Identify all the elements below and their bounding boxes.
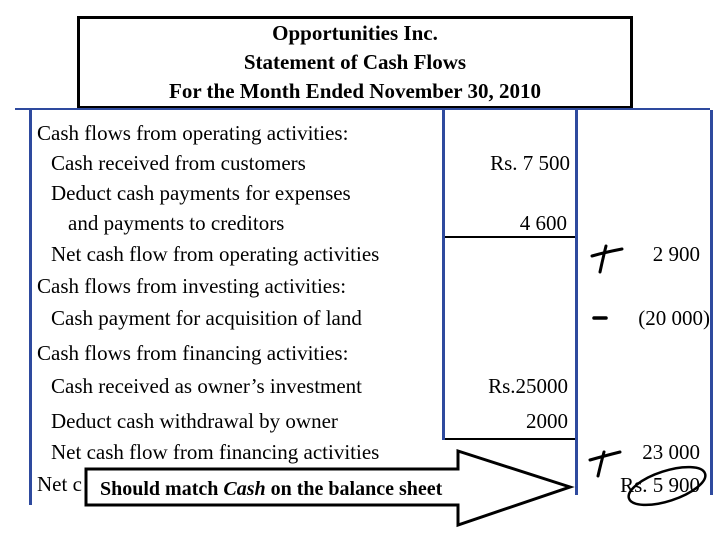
customers-amount: Rs. 7 500 xyxy=(490,151,570,175)
left-rule xyxy=(29,110,32,505)
column-rule-1 xyxy=(442,110,445,440)
investing-heading: Cash flows from investing activities: xyxy=(37,274,347,298)
financing-subtotal-rule xyxy=(445,438,575,440)
top-rule xyxy=(15,108,710,110)
net-financing-amount: 23 000 xyxy=(642,440,700,464)
column-rule-3 xyxy=(710,110,713,495)
land-amount: (20 000) xyxy=(638,306,710,330)
callout-text xyxy=(100,477,442,501)
ending-amount: Rs. 5 900 xyxy=(620,473,700,497)
company-name: Opportunities Inc. xyxy=(272,21,438,45)
callout-emphasis: Cash xyxy=(223,478,266,500)
column-rule-2 xyxy=(575,110,578,495)
payments-amount: 4 600 xyxy=(519,211,567,235)
callout-suffix: on the balance sheet xyxy=(265,478,443,500)
statement-period: For the Month Ended November 30, 2010 xyxy=(169,79,541,103)
payments-to-creditors-label: and payments to creditors xyxy=(68,211,285,235)
owner-investment-amount: Rs.25000 xyxy=(488,374,568,398)
net-operating-amount: 2 900 xyxy=(652,242,700,266)
financing-heading: Cash flows from financing activities: xyxy=(37,341,349,365)
owner-withdrawal-label: Deduct cash withdrawal by owner xyxy=(51,409,338,433)
statement-title: Statement of Cash Flows xyxy=(243,50,467,74)
land-payment-label: Cash payment for acquisition of land xyxy=(51,306,362,330)
owner-investment-label: Cash received as owner’s investment xyxy=(51,374,363,398)
owner-withdrawal-amount: 2000 xyxy=(526,409,568,433)
net-change-label: Net c xyxy=(37,472,82,496)
callout-prefix: Should match xyxy=(100,478,224,500)
net-financing-label: Net cash flow from financing activities xyxy=(51,440,380,464)
statement-header xyxy=(77,16,633,109)
cash-from-customers-label: Cash received from customers xyxy=(51,151,306,175)
deduct-payments-label: Deduct cash payments for expenses xyxy=(51,181,351,205)
operating-subtotal-rule xyxy=(445,236,575,238)
operating-heading: Cash flows from operating activities: xyxy=(37,121,349,145)
net-operating-label: Net cash flow from operating activities xyxy=(51,242,380,266)
